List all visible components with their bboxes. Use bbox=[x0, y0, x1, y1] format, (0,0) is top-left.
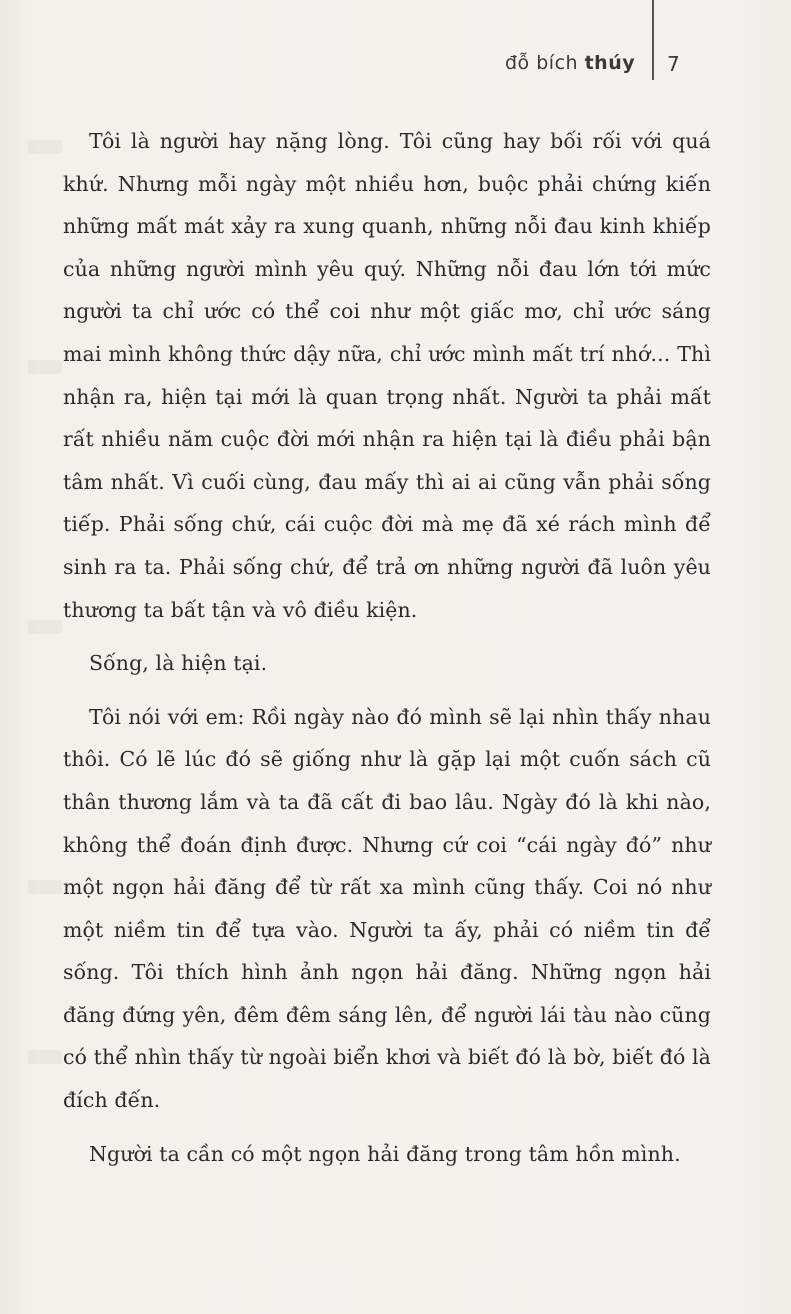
page-number: 7 bbox=[667, 52, 680, 76]
paragraph: Người ta cần có một ngọn hải đăng trong tâm hồn mình. bbox=[89, 1141, 681, 1166]
bleed-through-mark bbox=[28, 1050, 62, 1064]
bleed-through-mark bbox=[28, 620, 62, 634]
bleed-through-mark bbox=[28, 880, 62, 894]
running-header-author bbox=[505, 52, 635, 74]
paragraph: Tôi là người hay nặng lòng. Tôi cũng hay bối rối với quá khứ. Nhưng mỗi ngày một nhiều hơn, buộc phải chứng kiến những mất mát xảy ra xung quanh, những nỗi đau kinh khiếp của những người mình yêu quý. Những nỗi đau lớn tới mức người ta chỉ ước có thể coi như một giấc mơ, chỉ ước sáng mai mình không thức dậy nữa, chỉ ước mình mất trí nhớ... Thì nhận ra, hiện tại mới là quan trọng nhất. Người ta phải mất rất nhiều năm cuộc đời mới nhận ra hiện tại là điều phải bận tâm nhất. Vì cuối cùng, đau mấy thì ai ai cũng vẫn phải sống tiếp. Phải sống chứ, cái cuộc đời mà mẹ đã xé rách mình để sinh ra ta. Phải sống chứ, để trả ơn những người đã luôn yêu thương ta bất tận và vô điều kiện. bbox=[63, 129, 711, 622]
body-text bbox=[63, 120, 711, 1175]
header-divider bbox=[652, 0, 654, 80]
bleed-through-mark bbox=[28, 140, 62, 154]
paragraph: Sống, là hiện tại. bbox=[89, 651, 268, 676]
author-name-bold: thúy bbox=[584, 52, 636, 74]
bleed-through-mark bbox=[28, 360, 62, 374]
paragraph: Tôi nói với em: Rồi ngày nào đó mình sẽ lại nhìn thấy nhau thôi. Có lẽ lúc đó sẽ giống như là gặp lại một cuốn sách cũ thân thương lắm và ta đã cất đi bao lâu. Ngày đó là khi nào, không thể đoán định được. Nhưng cứ coi “cái ngày đó” như một ngọn hải đăng để từ rất xa mình cũng thấy. Coi nó như một niềm tin để tựa vào. Người ta ấy, phải có niềm tin để sống. Tôi thích hình ảnh ngọn hải đăng. Những ngọn hải đăng đứng yên, đêm đêm sáng lên, để người lái tàu nào cũng có thể nhìn thấy từ ngoài biển khơi và biết đó là bờ, biết đó là đích đến. bbox=[63, 704, 712, 1113]
author-name-regular: đỗ bích bbox=[505, 52, 585, 74]
